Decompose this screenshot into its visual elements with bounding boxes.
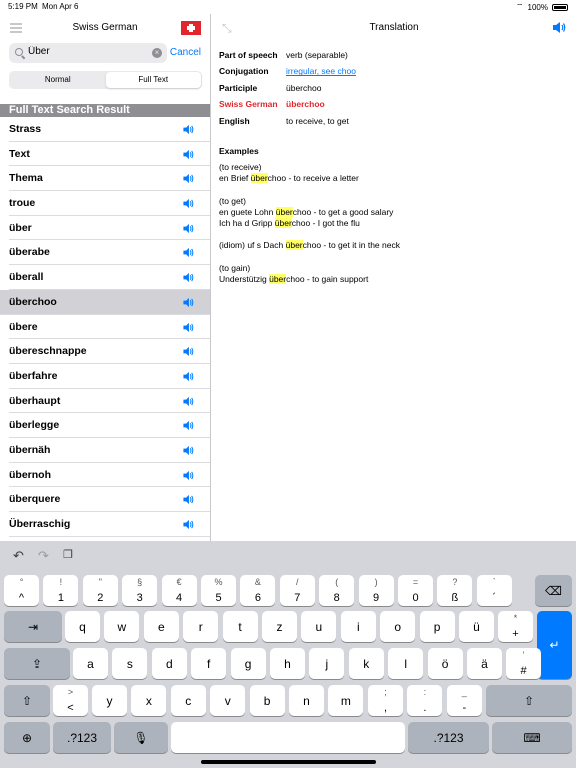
right-nav-title: Translation xyxy=(369,22,419,33)
speaker-icon[interactable] xyxy=(182,445,194,456)
key[interactable]: * + xyxy=(498,611,533,642)
speaker-icon[interactable] xyxy=(552,21,566,34)
numbers-key-left[interactable]: .?123 xyxy=(53,722,111,753)
key[interactable]: q xyxy=(65,611,100,642)
example-line: en guete Lohn überchoo - to get a good salary xyxy=(219,206,394,217)
list-item-word: über xyxy=(9,221,32,234)
key[interactable]: " 2 xyxy=(83,575,118,606)
space-key[interactable] xyxy=(171,722,405,753)
examples-heading: Examples xyxy=(219,146,259,156)
speaker-icon[interactable] xyxy=(182,322,194,333)
key[interactable]: l xyxy=(388,648,423,679)
key[interactable]: b xyxy=(250,685,285,716)
shift-key-right[interactable]: ⇧ xyxy=(486,685,572,716)
search-field[interactable] xyxy=(9,43,167,63)
detail-participle: Participle überchoo xyxy=(219,82,322,93)
detail-part-of-speech: Part of speech verb (separable) xyxy=(219,50,348,60)
home-indicator xyxy=(201,760,376,764)
key[interactable]: k xyxy=(349,648,384,679)
speaker-icon[interactable] xyxy=(182,396,194,407)
key[interactable]: a xyxy=(73,648,108,679)
list-item-word: übereschnappe xyxy=(9,345,87,358)
left-nav-bar xyxy=(0,14,210,42)
speaker-icon[interactable] xyxy=(182,124,194,135)
search-highlight: über xyxy=(285,240,303,250)
search-highlight: über xyxy=(269,273,287,284)
speaker-icon[interactable] xyxy=(182,494,194,505)
list-item-word: überquere xyxy=(9,493,61,506)
key[interactable]: d xyxy=(152,648,187,679)
list-item-word: Thema xyxy=(9,172,43,185)
key[interactable]: j xyxy=(309,648,344,679)
example-line: (idiom) uf s Dach überchoo - to get it in the neck xyxy=(219,240,400,250)
keyboard-toolbar xyxy=(0,541,576,571)
search-highlight: über xyxy=(275,206,293,217)
list-item-word: übernäh xyxy=(9,443,51,456)
battery-percent: 100% xyxy=(527,2,548,12)
wifi-icon: ⌔ xyxy=(516,2,524,11)
key[interactable]: & 6 xyxy=(240,575,275,606)
list-item-word: troue xyxy=(9,197,36,210)
key[interactable]: € 4 xyxy=(162,575,197,606)
list-item[interactable] xyxy=(9,487,211,512)
speaker-icon[interactable] xyxy=(182,272,194,283)
list-item-word: Text xyxy=(9,147,30,160)
examples-section xyxy=(219,146,400,285)
caps-lock-key[interactable]: ⇪ xyxy=(4,648,70,679)
example-line: (to get) xyxy=(219,195,246,206)
key[interactable]: ä xyxy=(467,648,502,679)
search-row xyxy=(0,42,210,66)
search-highlight: über xyxy=(274,217,292,228)
speaker-icon[interactable] xyxy=(182,346,194,357)
numbers-key-right[interactable]: .?123 xyxy=(408,722,489,753)
speaker-icon[interactable] xyxy=(182,371,194,382)
key[interactable]: z xyxy=(262,611,297,642)
key[interactable]: c xyxy=(171,685,206,716)
key[interactable]: y xyxy=(92,685,127,716)
key[interactable]: p xyxy=(420,611,455,642)
key[interactable]: m xyxy=(328,685,363,716)
status-date: Mon Apr 6 xyxy=(42,2,79,11)
search-icon xyxy=(15,48,23,56)
list-item-word: überchoo xyxy=(9,295,57,308)
key[interactable]: x xyxy=(131,685,166,716)
key[interactable]: ( 8 xyxy=(319,575,354,606)
clear-icon[interactable]: × xyxy=(152,48,162,58)
translation-pane xyxy=(212,14,576,541)
segment-full-text[interactable]: Full Text xyxy=(106,72,202,88)
example-line: en Brief überchoo - to receive a letter xyxy=(219,173,359,183)
list-item[interactable] xyxy=(9,512,211,537)
return-key[interactable]: ↵ xyxy=(537,611,572,679)
list-item[interactable] xyxy=(9,438,211,463)
delete-key[interactable]: ⌫ xyxy=(535,575,572,606)
example-line: (to gain) xyxy=(219,262,251,273)
speaker-icon[interactable] xyxy=(182,149,194,160)
key[interactable]: o xyxy=(380,611,415,642)
list-item[interactable] xyxy=(9,142,211,167)
list-item[interactable] xyxy=(9,117,211,142)
example-line: (to receive) xyxy=(219,162,262,172)
right-nav-bar xyxy=(212,14,576,42)
list-item-word: überhaupt xyxy=(9,394,61,407)
shift-key[interactable]: ⇧ xyxy=(4,685,50,716)
key[interactable]: ! 1 xyxy=(43,575,78,606)
speaker-icon[interactable] xyxy=(182,420,194,431)
key[interactable]: ü xyxy=(459,611,494,642)
list-item-word: Strass xyxy=(9,123,42,135)
hide-keyboard-key[interactable]: ⌨ xyxy=(492,722,572,753)
key[interactable]: ° ^ xyxy=(4,575,39,606)
key[interactable]: r xyxy=(183,611,218,642)
key[interactable]: § 3 xyxy=(122,575,157,606)
list-item[interactable] xyxy=(9,265,211,290)
list-item-word: überlegge xyxy=(9,419,60,432)
list-item[interactable] xyxy=(0,290,211,315)
key[interactable]: t xyxy=(223,611,258,642)
key[interactable]: _ - xyxy=(447,685,482,716)
speaker-icon[interactable] xyxy=(182,223,194,234)
detail-english: English to receive, to get xyxy=(219,115,349,126)
speaker-icon[interactable] xyxy=(182,173,194,184)
key[interactable]: / 7 xyxy=(280,575,315,606)
list-item-word: übere xyxy=(9,320,38,333)
search-highlight: über xyxy=(250,173,268,183)
key[interactable]: g xyxy=(231,648,266,679)
key[interactable]: > < xyxy=(53,685,88,716)
list-item[interactable] xyxy=(9,315,211,340)
list-item[interactable] xyxy=(9,463,211,488)
list-item[interactable] xyxy=(9,191,211,216)
key[interactable]: w xyxy=(104,611,139,642)
speaker-icon[interactable] xyxy=(182,247,194,258)
paste-icon[interactable]: ❐ xyxy=(63,549,73,561)
word-list-pane xyxy=(0,14,211,541)
cancel-button[interactable]: Cancel xyxy=(169,47,201,58)
status-time: 5:19 PM xyxy=(8,2,38,11)
list-item[interactable] xyxy=(9,364,211,389)
keyboard xyxy=(0,541,576,768)
search-mode-segmented-control xyxy=(9,71,202,89)
detail-swiss-german: Swiss German überchoo xyxy=(219,99,325,110)
tab-key[interactable]: ⇥ xyxy=(4,611,62,642)
key[interactable]: ’ # xyxy=(506,648,541,679)
globe-key[interactable]: ⊕ xyxy=(4,722,50,753)
list-item[interactable] xyxy=(9,166,211,191)
swiss-flag-icon[interactable] xyxy=(181,21,201,35)
conjugation-link[interactable]: irregular, see choo xyxy=(286,66,356,77)
status-bar xyxy=(0,0,576,14)
example-line: Ich ha d Gripp überchoo - I got the flu xyxy=(219,217,360,228)
speaker-icon[interactable] xyxy=(182,470,194,481)
key[interactable]: s xyxy=(112,648,147,679)
key[interactable]: = 0 xyxy=(398,575,433,606)
dictation-key[interactable]: 🎙 xyxy=(114,722,168,753)
left-nav-title: Swiss German xyxy=(72,22,138,33)
list-item[interactable] xyxy=(9,240,211,265)
word-details xyxy=(219,50,356,132)
results-list xyxy=(0,117,211,537)
key[interactable]: ö xyxy=(428,648,463,679)
redo-icon[interactable]: ↷ xyxy=(38,548,49,563)
list-item[interactable] xyxy=(9,389,211,414)
expand-icon[interactable]: ⤡ xyxy=(222,21,232,35)
key[interactable]: : . xyxy=(407,685,442,716)
speaker-icon[interactable] xyxy=(182,519,194,530)
list-item[interactable] xyxy=(9,339,211,364)
key[interactable]: h xyxy=(270,648,305,679)
list-item-word: überall xyxy=(9,271,44,284)
list-item[interactable] xyxy=(9,216,211,241)
key[interactable]: ? ß xyxy=(437,575,472,606)
undo-icon[interactable]: ↶ xyxy=(13,548,24,563)
key[interactable]: v xyxy=(210,685,245,716)
list-item-word: Überraschig xyxy=(9,518,71,530)
speaker-icon[interactable] xyxy=(182,297,194,308)
section-header: Full Text Search Result xyxy=(0,104,211,117)
key[interactable]: i xyxy=(341,611,376,642)
list-item[interactable] xyxy=(9,413,211,438)
key[interactable]: ` ´ xyxy=(477,575,512,606)
segment-normal[interactable]: Normal xyxy=(44,75,71,84)
key[interactable]: ; , xyxy=(368,685,403,716)
key[interactable]: u xyxy=(301,611,336,642)
list-item-word: überfahre xyxy=(9,369,58,382)
example-line: Understützig überchoo - to gain support xyxy=(219,273,369,284)
list-item-word: überabe xyxy=(9,246,50,259)
key[interactable]: n xyxy=(289,685,324,716)
key[interactable]: ) 9 xyxy=(359,575,394,606)
key[interactable]: e xyxy=(144,611,179,642)
detail-conjugation: Conjugation irregular, see choo xyxy=(219,66,356,77)
speaker-icon[interactable] xyxy=(182,198,194,209)
key[interactable]: f xyxy=(191,648,226,679)
list-item-word: übernoh xyxy=(9,468,51,481)
key[interactable]: % 5 xyxy=(201,575,236,606)
battery-icon xyxy=(552,4,568,11)
search-input[interactable] xyxy=(28,46,148,57)
